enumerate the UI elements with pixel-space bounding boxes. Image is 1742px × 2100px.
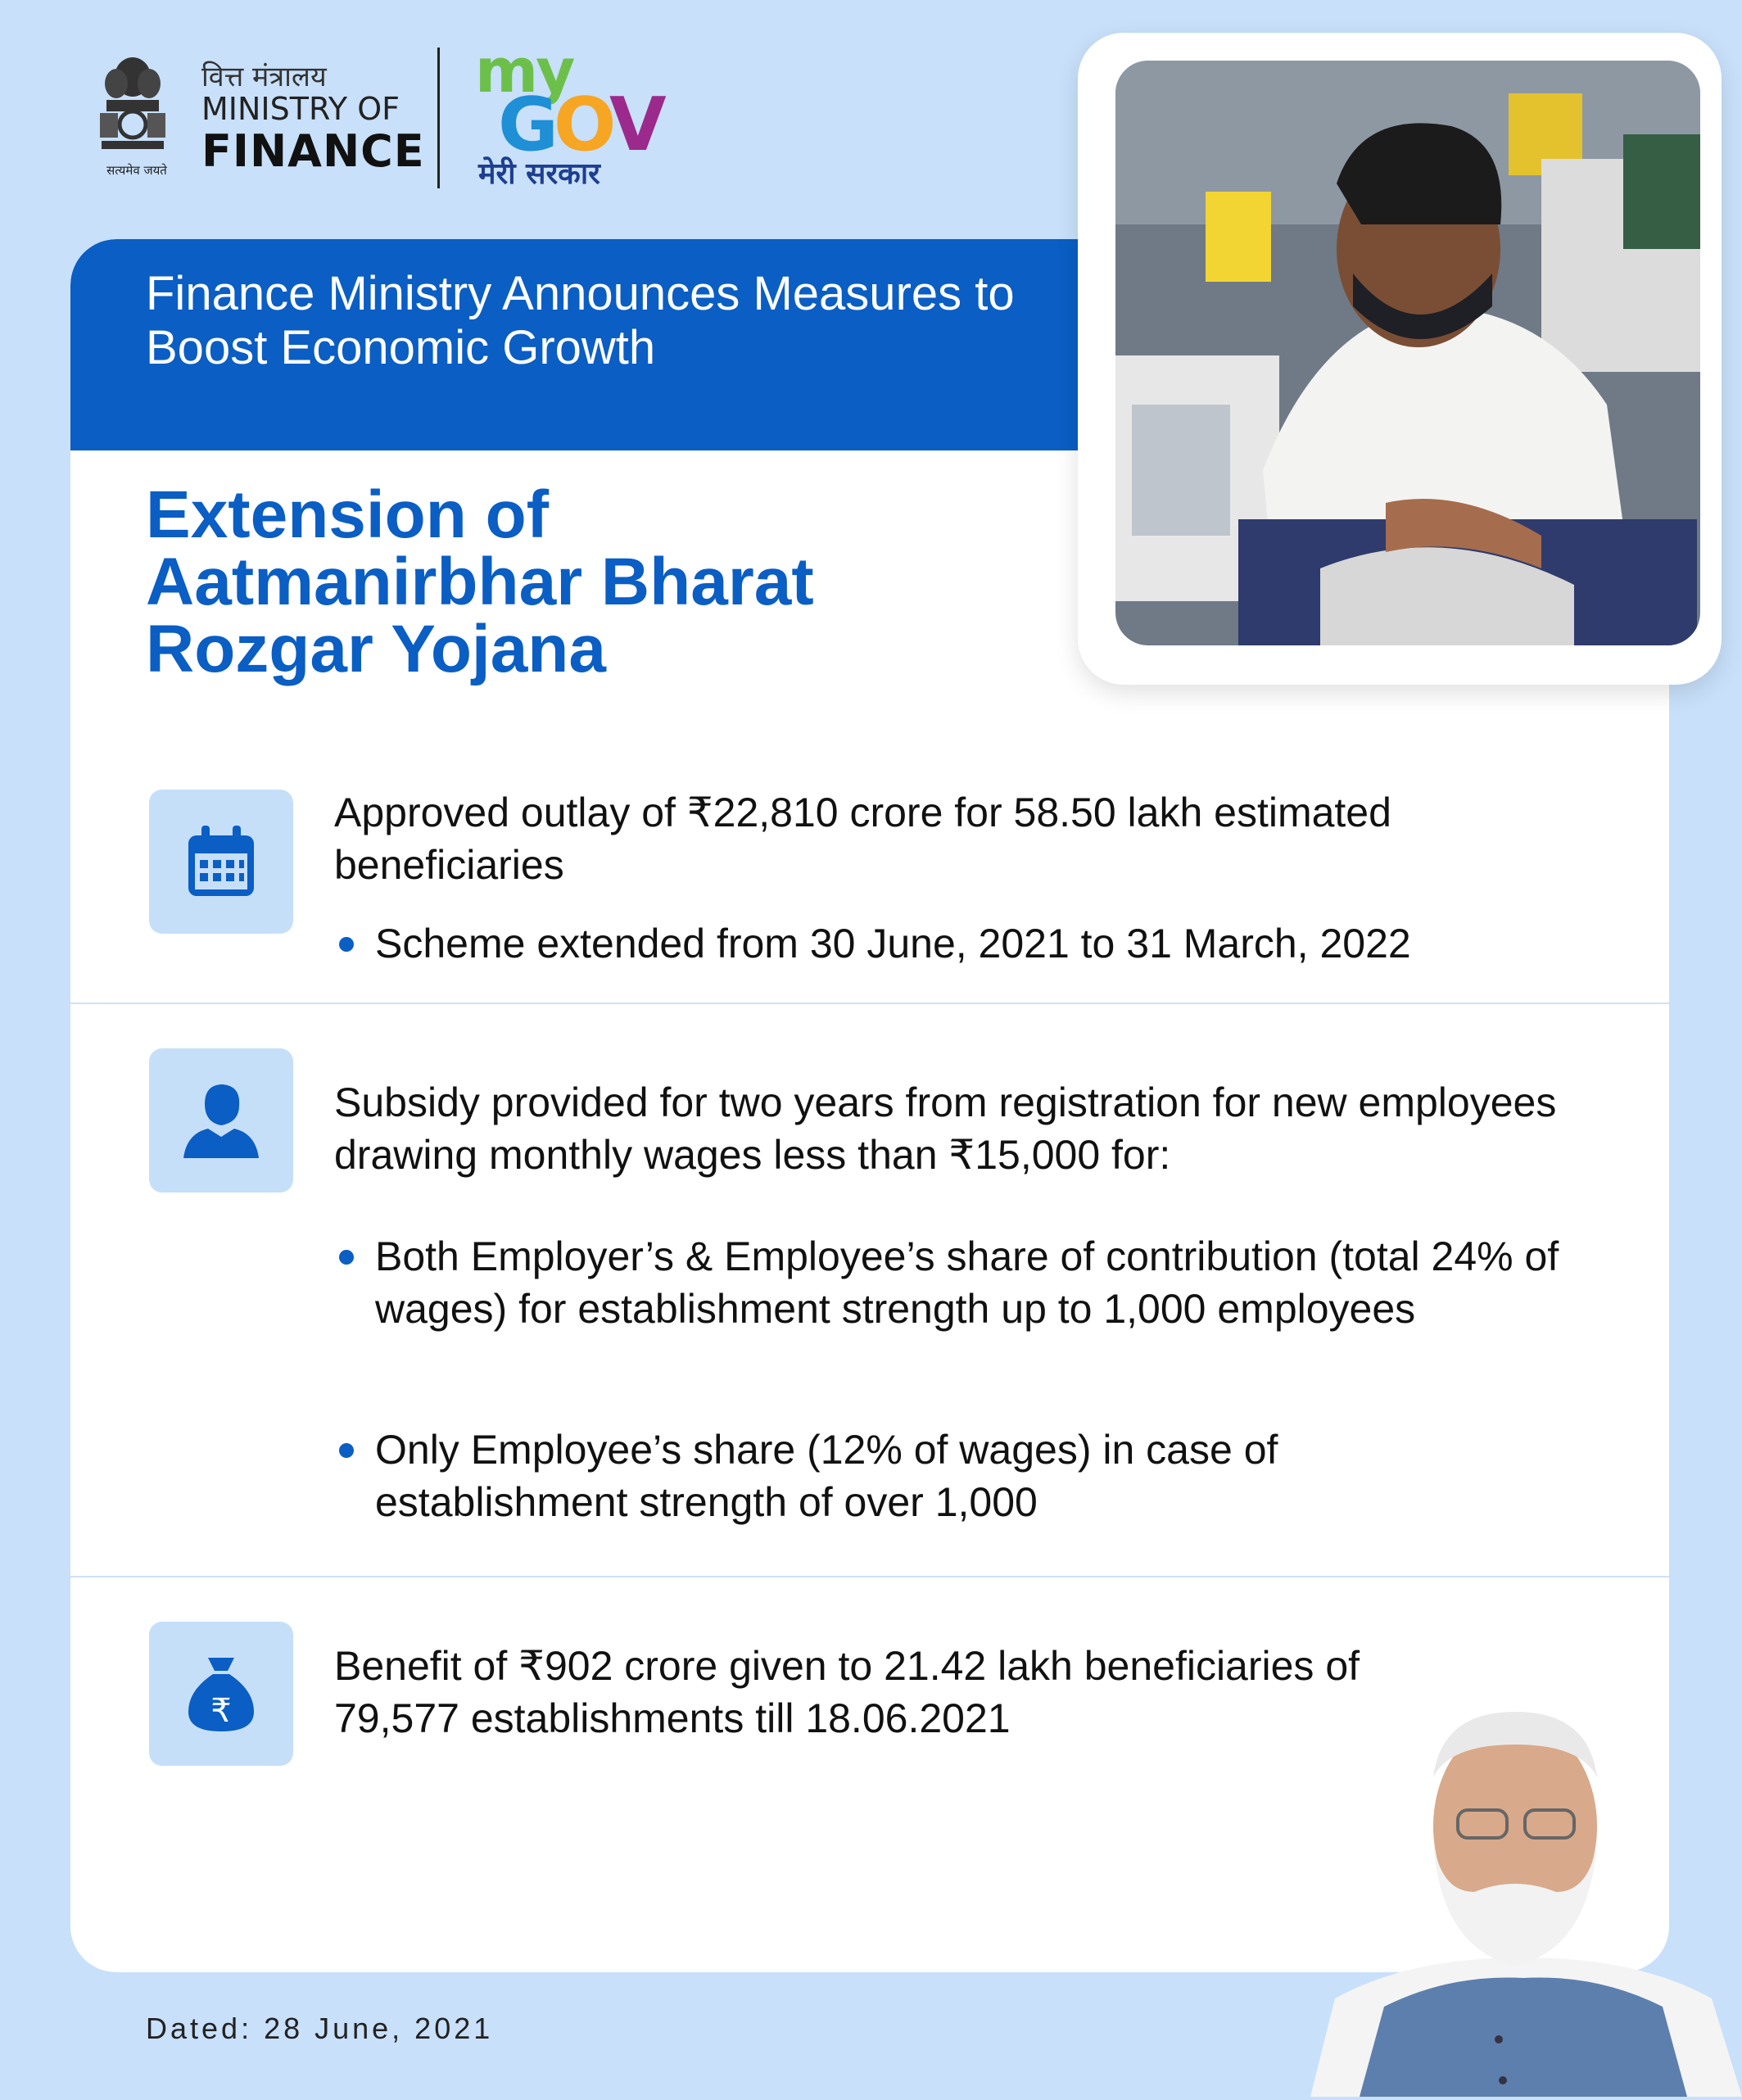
title-line3: Rozgar Yojana [146, 612, 606, 686]
ministry-line1: MINISTRY OF [201, 91, 400, 128]
mygov-tagline: मेरी सरकार [478, 157, 600, 191]
employee-share-bullet: Only Employee’s share (12% of wages) in case of establishment strength of over 1,000 [334, 1423, 1440, 1528]
banner-text: Finance Ministry Announces Measures to Boost Economic Growth [146, 267, 1015, 374]
title-line1: Extension of [146, 477, 550, 552]
section-divider [70, 1002, 1669, 1004]
benefit-text: Benefit of ₹902 crore given to 21.42 lakh beneficiaries of 79,577 establishments till 18.06.2021 [334, 1643, 1360, 1741]
money-bag-icon [149, 1622, 293, 1766]
section-divider [70, 1576, 1669, 1577]
portrait-photo [1310, 1687, 1742, 2097]
title-line2: Aatmanirbhar Bharat [146, 545, 814, 619]
emblem-caption: सत्यमेव जयते [106, 163, 167, 178]
worker-photo [1115, 61, 1700, 645]
scheme-extended-bullet: Scheme extended from 30 June, 2021 to 31 March, 2022 [334, 917, 1653, 970]
header-divider [437, 48, 440, 188]
ministry-line2: FINANCE [201, 125, 425, 178]
outlay-text: Approved outlay of ₹22,810 crore for 58.50 lakh estimated beneficiaries [334, 790, 1391, 888]
headline-banner [70, 239, 1135, 450]
person-icon [149, 1048, 293, 1193]
subsidy-text: Subsidy provided for two years from registration for new employees drawing monthly wages less than ₹15,000 for: [334, 1079, 1557, 1178]
page-title [146, 477, 1129, 686]
mygov-logo [475, 36, 662, 192]
mygov-gov: GOV [498, 82, 662, 168]
calendar-icon [149, 790, 293, 934]
ministry-of-finance-logo [201, 62, 425, 176]
employer-employee-bullet: Both Employer’s & Employee’s share of contribution (total 24% of wages) for establishment strength up to 1,000 employees [334, 1230, 1604, 1335]
dated-text: Dated: 28 June, 2021 [146, 2012, 494, 2045]
ministry-hindi: वित्त मंत्रालय [201, 61, 327, 93]
mygov-my: my [475, 36, 573, 106]
svg-text:₹: ₹ [210, 1692, 232, 1730]
